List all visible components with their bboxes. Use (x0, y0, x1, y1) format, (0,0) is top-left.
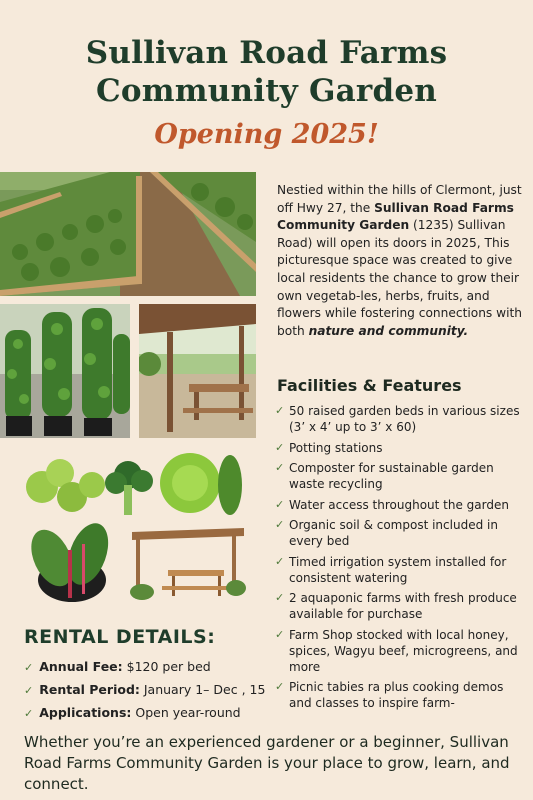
facilities-heading: Facilities & Features (277, 376, 462, 395)
vertical-towers-photo (0, 304, 130, 438)
facility-item: ✓ Composter for sustainable garden waste recycling (275, 461, 494, 491)
closing-paragraph: Whether you’re an experienced gardener or a beginner, Sullivan Road Farms Community Garden is your place to grow, learn, and connect. (24, 733, 510, 793)
check-icon: ✓ (275, 404, 285, 417)
check-icon: ✓ (275, 518, 285, 531)
intro-garden-name: Sullivan Road Farms Community Garden (277, 200, 514, 233)
intro-paragraph (277, 182, 522, 340)
facility-item: ✓ 2 aquaponic farms with fresh produce available for purchase (275, 591, 517, 621)
facilities-list (275, 403, 525, 716)
check-icon: ✓ (24, 707, 34, 720)
rental-list (24, 656, 265, 725)
rental-item: ✓ Annual Fee: $120 per bed (24, 659, 211, 674)
check-icon: ✓ (24, 684, 34, 697)
intro-text-1: Nestied within the hills of Clermont, just off Hwy 27, the (277, 183, 522, 215)
facility-item: ✓ Timed irrigation system installed for consistent watering (275, 554, 507, 585)
facility-item: ✓ Organic soil & compost included in every bed (275, 518, 498, 548)
intro-emphasis: nature and community. (308, 323, 469, 338)
check-icon: ✓ (275, 497, 285, 511)
title-line-1: Sullivan Road Farms (85, 35, 448, 71)
facility-item: ✓ Water access throughout the garden (275, 497, 509, 512)
check-icon: ✓ (275, 627, 285, 641)
page-title (0, 34, 533, 110)
rental-item: ✓ Rental Period: January 1– Dec , 15 (24, 682, 266, 697)
intro-text-2: (1235) Sullivan Road) will open its doors in 2025, This picturesque space was created to give local residents the chance to grow their own vegetab-les, herbs, fruits, and flowers while fostering connections with both (277, 218, 523, 338)
check-icon: ✓ (275, 461, 285, 474)
raised-beds-photo (0, 172, 256, 296)
rental-item: ✓ Applications: Open year-round (24, 705, 241, 720)
rental-heading: RENTAL DETAILS: (24, 626, 216, 648)
opening-subtitle: Opening 2025! (154, 119, 379, 150)
check-icon: ✓ (275, 554, 285, 568)
facility-item: ✓ 50 raised garden beds in various sizes (3’ x 4’ up to 3’ x 60) (275, 404, 520, 434)
vegetables-photo (20, 445, 248, 527)
facility-item: ✓ Picnic tabies ra plus cooking demos and classes to inspire farm- (275, 680, 504, 710)
facility-item: ✓ Farm Shop stocked with local honey, spices, Wagyu beef, microgreens, and more (275, 627, 518, 674)
check-icon: ✓ (275, 591, 285, 604)
pergola-photo (139, 304, 256, 438)
check-icon: ✓ (275, 680, 285, 693)
pergola-illustration (128, 526, 248, 604)
check-icon: ✓ (275, 440, 285, 454)
check-icon: ✓ (24, 661, 34, 674)
chard-photo (22, 520, 122, 604)
title-line-2: Community Garden (96, 73, 437, 109)
facility-item: ✓ Potting stations (275, 440, 383, 455)
